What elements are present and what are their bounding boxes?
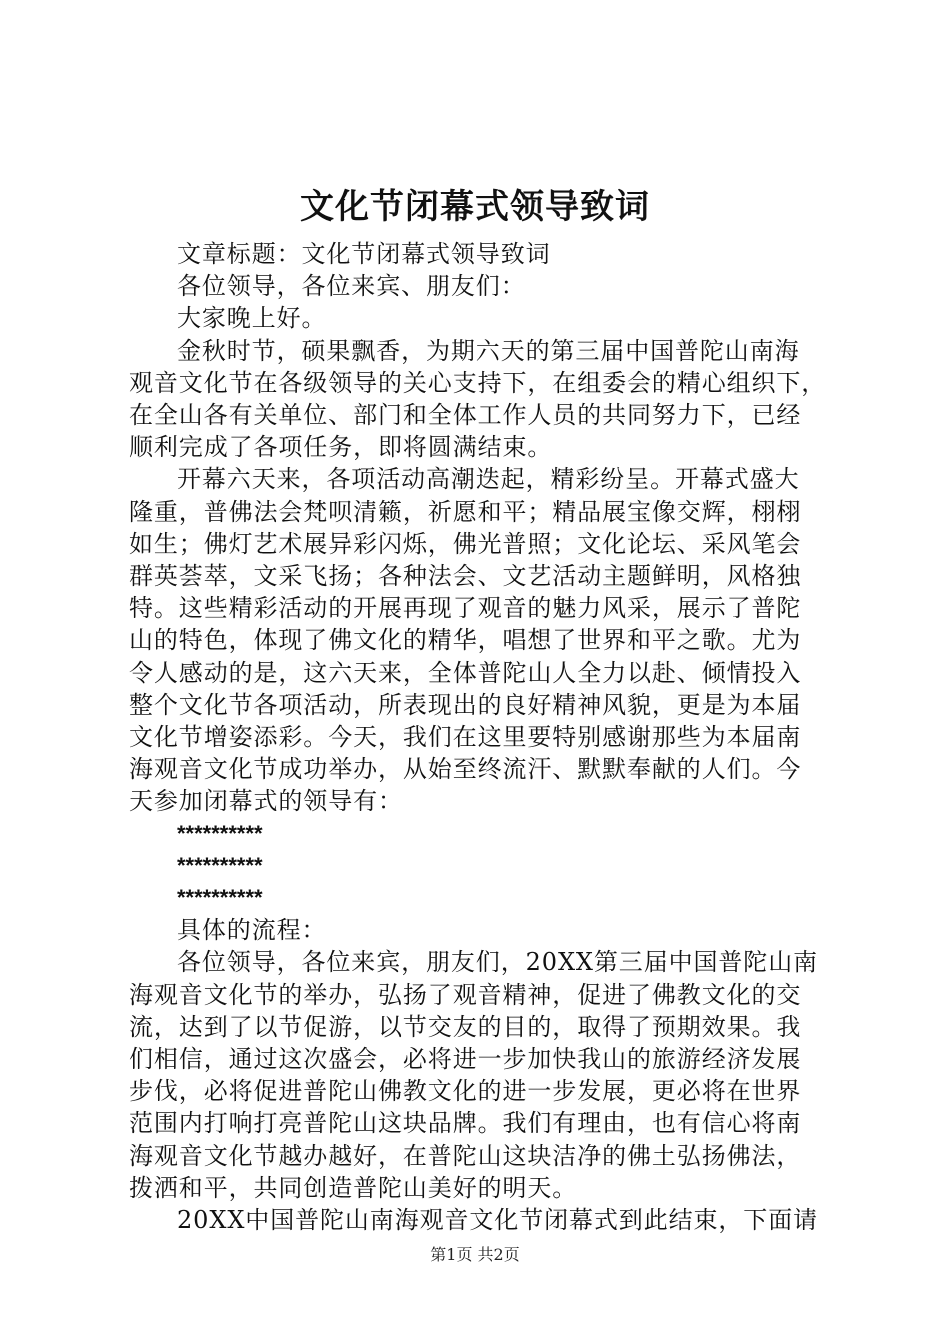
paragraph-line: 们相信，通过这次盛会，必将进一步加快我山的旅游经济发展 — [129, 1045, 802, 1074]
leader-list-placeholder: ********** — [177, 852, 263, 878]
paragraph-line: 海观音文化节成功举办，从始至终流汗、默默奉献的人们。今 — [129, 755, 802, 784]
paragraph-line: 流，达到了以节促游，以节交友的目的，取得了预期效果。我 — [129, 1012, 802, 1041]
paragraph-line: 群英荟萃，文采飞扬；各种法会、文艺活动主题鲜明，风格独 — [129, 562, 802, 591]
document-body — [129, 238, 829, 1236]
salutation: 各位领导，各位来宾、朋友们： — [177, 272, 526, 301]
paragraph-line: 文化节增姿添彩。今天，我们在这里要特别感谢那些为本届南 — [129, 723, 802, 752]
paragraph-line: 天参加闭幕式的领导有： — [129, 787, 403, 816]
article-title-line: 文章标题：文化节闭幕式领导致词 — [177, 240, 551, 268]
paragraph-line: 开幕六天来，各项活动高潮迭起，精彩纷呈。开幕式盛大 — [177, 465, 800, 494]
greeting: 大家晚上好。 — [177, 304, 327, 333]
leader-list-placeholder: ********** — [177, 885, 263, 911]
paragraph-line: 海观音文化节越办越好，在普陀山这块洁净的佛土弘扬佛法， — [129, 1141, 802, 1170]
paragraph-line: 隆重，普佛法会梵呗清籁，祈愿和平；精品展宝像交辉，栩栩 — [129, 497, 802, 526]
paragraph-line: 拨洒和平，共同创造普陀山美好的明天。 — [129, 1173, 578, 1202]
paragraph-line: 令人感动的是，这六天来，全体普陀山人全力以赴、倾情投入 — [129, 658, 802, 687]
paragraph-line: 山的特色，体现了佛文化的精华，唱想了世界和平之歌。尤为 — [129, 626, 802, 655]
paragraph-line: 各位领导，各位来宾，朋友们，20XX第三届中国普陀山南 — [177, 948, 819, 977]
paragraph-2 — [129, 463, 829, 817]
leader-list-placeholder: ********** — [177, 820, 263, 846]
paragraph-line: 在全山各有关单位、部门和全体工作人员的共同努力下，已经 — [129, 401, 802, 430]
paragraph-line: 如生；佛灯艺术展异彩闪烁，佛光普照；文化论坛、采风笔会 — [129, 529, 802, 558]
paragraph-line: 范围内打响打亮普陀山这块品牌。我们有理由，也有信心将南 — [129, 1109, 802, 1138]
paragraph-line: 顺利完成了各项任务，即将圆满结束。 — [129, 433, 553, 462]
paragraph-4 — [129, 1204, 829, 1236]
paragraph-line: 海观音文化节的举办，弘扬了观音精神，促进了佛教文化的交 — [129, 980, 802, 1009]
paragraph-line: 特。这些精彩活动的开展再现了观音的魅力风采，展示了普陀 — [129, 594, 802, 623]
process-label: 具体的流程： — [177, 916, 327, 945]
paragraph-3 — [129, 946, 829, 1204]
paragraph-line: 观音文化节在各级领导的关心支持下，在组委会的精心组织下， — [129, 368, 827, 397]
paragraph-line: 金秋时节，硕果飘香，为期六天的第三届中国普陀山南海 — [177, 336, 800, 365]
paragraph-line: 步伐，必将促进普陀山佛教文化的进一步发展，更必将在世界 — [129, 1077, 802, 1106]
document-title: 文化节闭幕式领导致词 — [300, 187, 650, 227]
paragraph-line: 整个文化节各项活动，所表现出的良好精神风貌，更是为本届 — [129, 690, 802, 719]
page-number-footer: 第1页 共2页 — [430, 1245, 520, 1264]
paragraph-line: 20XX中国普陀山南海观音文化节闭幕式到此结束，下面请 — [177, 1206, 819, 1235]
paragraph-1 — [129, 335, 829, 464]
